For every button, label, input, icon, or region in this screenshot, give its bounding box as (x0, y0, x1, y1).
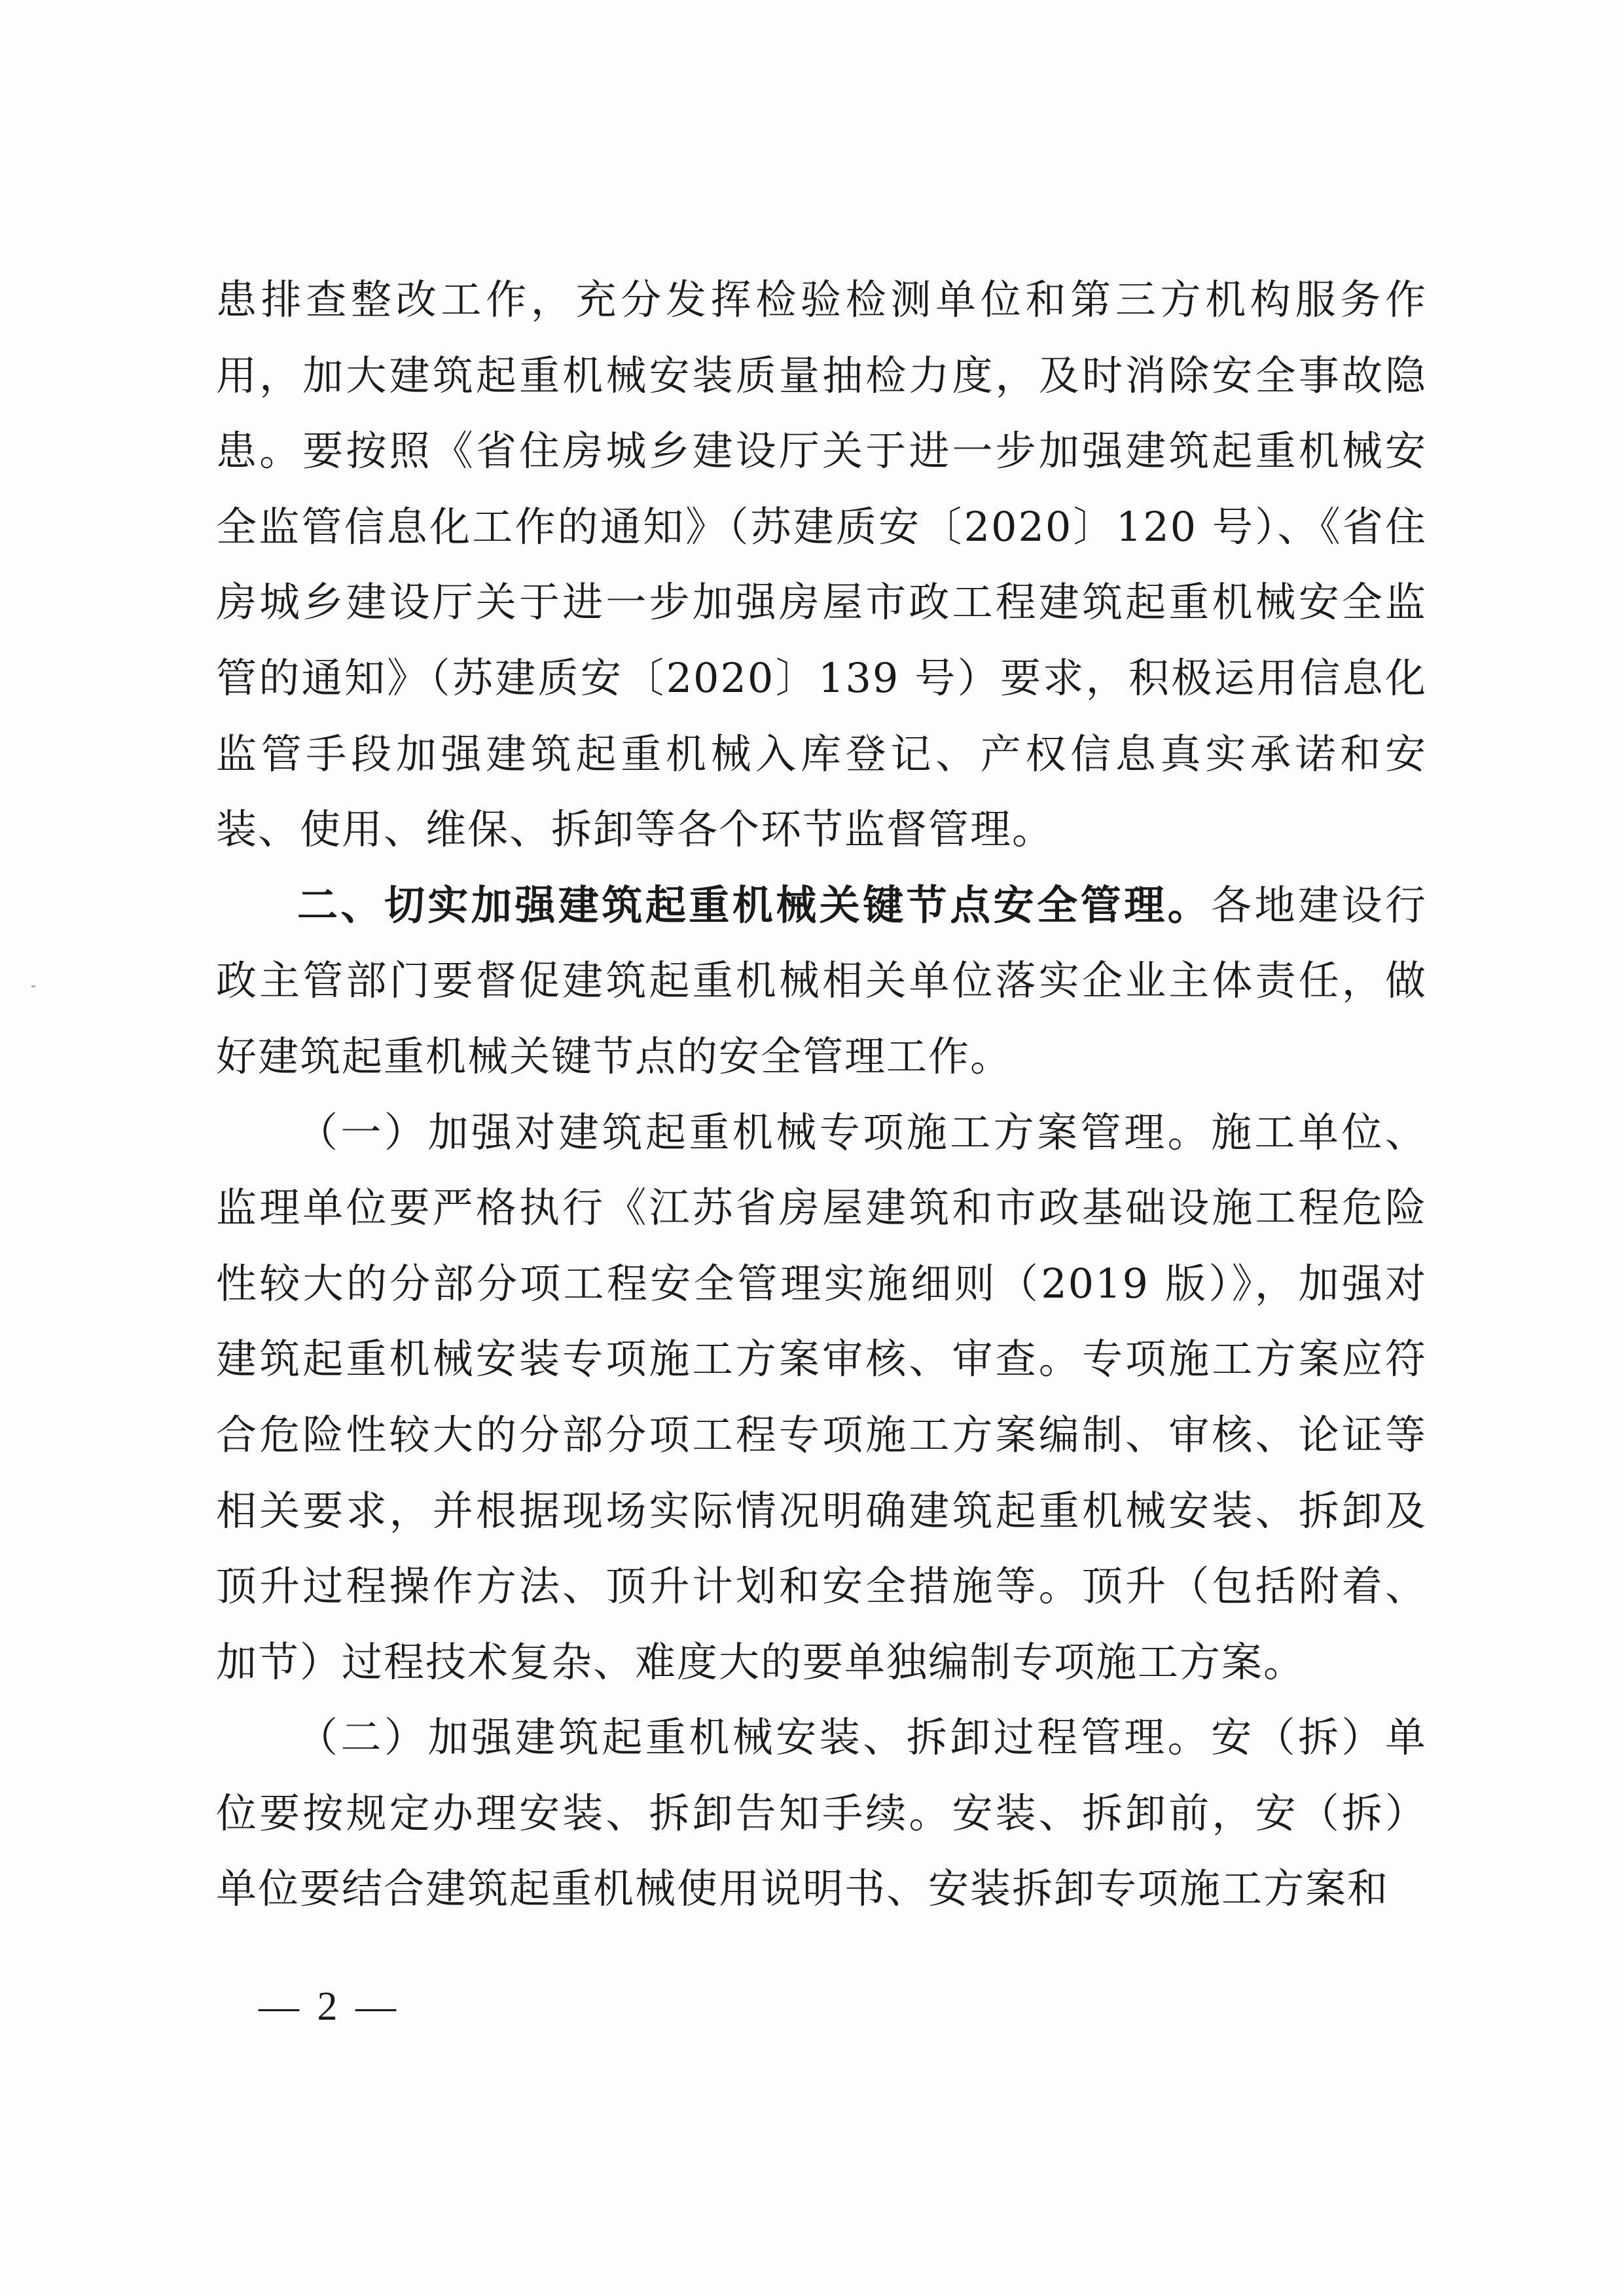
section-body: 各地建设行政主管部门要督促建筑起重机械相关单位落实企业主体责任，做好建筑起重机械关键节点的安全管理工作。 (216, 881, 1427, 1080)
paragraph-continuation: 患排查整改工作，充分发挥检验检测单位和第三方机构服务作用，加大建筑起重机械安装质量抽检力度，及时消除安全事故隐患。要按照《省住房城乡建设厅关于进一步加强建筑起重机械安全监管信息化工作的通知》（苏建质安〔2020〕120 号）、《省住房城乡建设厅关于进一步加强房屋市政工程建筑起重机械安全监管的通知》（苏建质安〔2020〕139 号）要求，积极运用信息化监管手段加强建筑起重机械入库登记、产权信息真实承诺和安装、使用、维保、拆卸等各个环节监督管理。 (216, 276, 1427, 854)
page-number: — 2 — (259, 1984, 400, 2029)
section-heading: 二、切实加强建筑起重机械关键节点安全管理。 (297, 881, 1212, 929)
scan-artifact (31, 985, 35, 987)
paragraph-section-two (216, 867, 1427, 1095)
document-body (216, 262, 1427, 1927)
paragraph-item-two: （二）加强建筑起重机械安装、拆卸过程管理。安（拆）单位要按规定办理安装、拆卸告知手续。安装、拆卸前，安（拆）单位要结合建筑起重机械使用说明书、安装拆卸专项施工方案和 (216, 1713, 1427, 1913)
paragraph-item-one: （一）加强对建筑起重机械专项施工方案管理。施工单位、监理单位要严格执行《江苏省房屋建筑和市政基础设施工程危险性较大的分部分项工程安全管理实施细则（2019 版）》，加强对建筑起重机械安装专项施工方案审核、审查。专项施工方案应符合危险性较大的分部分项工程专项施工方案编制、审核、论证等相关要求，并根据现场实际情况明确建筑起重机械安装、拆卸及顶升过程操作方法、顶升计划和安全措施等。顶升（包括附着、加节）过程技术复杂、难度大的要单独编制专项施工方案。 (216, 1108, 1427, 1686)
